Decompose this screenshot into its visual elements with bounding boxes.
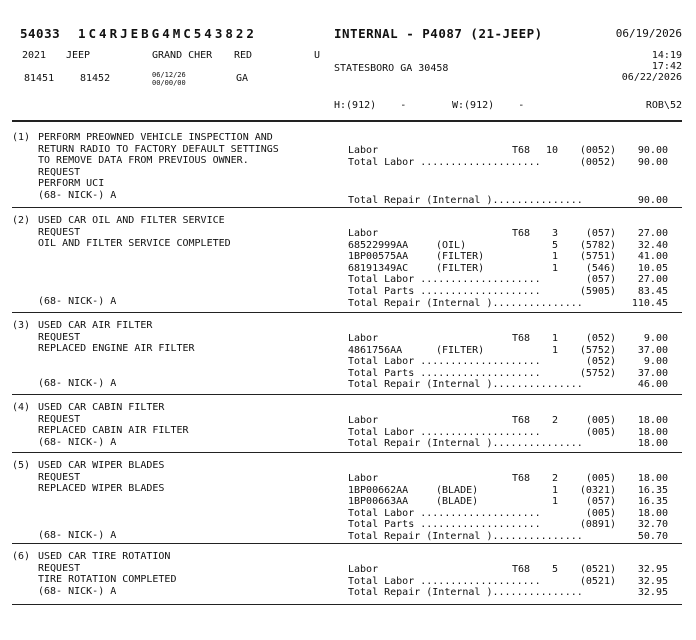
- section-divider: [12, 394, 682, 395]
- code-2: 81452: [80, 73, 111, 84]
- section-description-line: USED CAR WIPER BLADES: [38, 460, 165, 471]
- line-item-amount: 90.00: [637, 145, 668, 156]
- line-item-type: (BLADE): [436, 484, 479, 496]
- line-item-type: (BLADE): [436, 496, 479, 508]
- line-item-qty: 1: [551, 262, 558, 274]
- vehicle-make: JEEP: [66, 50, 91, 61]
- vehicle-model: GRAND CHER: [152, 50, 213, 61]
- line-item-amount: 90.00: [637, 156, 668, 168]
- code-1: 81451: [24, 73, 55, 84]
- section-description-line: REQUEST: [38, 413, 81, 425]
- line-item-amount: 32.95: [637, 575, 668, 587]
- line-item-cost-code: (0052): [579, 145, 616, 156]
- section-divider: [12, 312, 682, 313]
- section-description-line: REQUEST: [38, 562, 81, 574]
- line-item-description: 68522999AA: [348, 239, 409, 251]
- line-item-amount: 18.00: [637, 507, 668, 519]
- line-item-tech-code: T68: [512, 415, 531, 426]
- work-phone: W:(912) -: [452, 100, 525, 111]
- line-item-amount: 32.40: [637, 239, 668, 251]
- line-item-cost-code: (0321): [579, 484, 616, 496]
- line-item-description: Total Repair (Internal )...............: [348, 438, 583, 450]
- line-item-type: (OIL): [436, 239, 467, 251]
- section-description-line: TIRE ROTATION COMPLETED: [38, 574, 177, 586]
- section-number: (2): [12, 215, 31, 226]
- line-item-cost-code: (546): [585, 262, 616, 274]
- vehicle-color: RED: [234, 50, 253, 61]
- line-item-qty: 10: [545, 145, 558, 156]
- line-item-amount: 27.00: [637, 228, 668, 239]
- rob-code: ROB\52: [645, 100, 682, 111]
- line-item-description: Total Parts ....................: [348, 286, 541, 297]
- line-item-description: Total Labor ....................: [348, 575, 541, 587]
- line-item-description: Total Parts ....................: [348, 519, 541, 531]
- line-item-amount: 16.35: [637, 484, 668, 496]
- section-description-line: RETURN RADIO TO FACTORY DEFAULT SETTINGS: [38, 143, 279, 155]
- time-1: 14:19: [651, 50, 682, 61]
- line-item-cost-code: (0891): [579, 519, 616, 531]
- line-item-description: Total Repair (Internal )...............: [348, 531, 583, 542]
- line-item-cost-code: (057): [585, 228, 616, 239]
- section-description-line: (68- NICK-) A: [38, 436, 117, 448]
- line-item-qty: 2: [551, 415, 558, 426]
- line-item-cost-code: (0052): [579, 156, 616, 168]
- line-item-amount: 46.00: [637, 379, 668, 391]
- section-description-line: REPLACED WIPER BLADES: [38, 483, 165, 495]
- section-divider: [12, 452, 682, 453]
- line-item-description: 4861756AA: [348, 344, 403, 356]
- date-small-2: 00/00/00: [152, 79, 186, 87]
- line-item-qty: 3: [551, 228, 558, 239]
- section-divider: [12, 604, 682, 605]
- line-item-amount: 27.00: [637, 274, 668, 286]
- line-item-cost-code: (005): [585, 415, 616, 426]
- line-item-amount: 9.00: [643, 356, 668, 368]
- line-item-cost-code: (0521): [579, 564, 616, 575]
- section-number: (5): [12, 460, 31, 471]
- line-item-description: Labor: [348, 564, 379, 575]
- line-item-amount: 10.05: [637, 262, 668, 274]
- line-item-amount: 9.00: [643, 333, 668, 344]
- line-item-qty: 1: [551, 496, 558, 508]
- line-item-description: 1BP00663AA: [348, 496, 409, 508]
- line-item-qty: 1: [551, 251, 558, 263]
- line-item-description: Total Repair (Internal )...............: [348, 195, 583, 206]
- section-description-line: USED CAR OIL AND FILTER SERVICE: [38, 215, 225, 226]
- ro-number: 54033: [20, 26, 61, 41]
- section-description-line: REQUEST: [38, 471, 81, 483]
- line-item-amount: 83.45: [637, 286, 668, 297]
- line-item-tech-code: T68: [512, 228, 531, 239]
- line-item-cost-code: (052): [585, 356, 616, 368]
- line-item-amount: 37.00: [637, 344, 668, 356]
- vin: 1C4RJEBG4MC543822: [78, 26, 257, 41]
- line-item-description: 1BP00575AA: [348, 251, 409, 263]
- line-item-amount: 18.00: [637, 438, 668, 450]
- date-small-1: 06/12/26: [152, 71, 186, 79]
- line-item-qty: 1: [551, 333, 558, 344]
- line-item-type: (FILTER): [436, 262, 485, 274]
- line-item-description: Labor: [348, 473, 379, 484]
- section-description-line: TO REMOVE DATA FROM PREVIOUS OWNER.: [38, 155, 249, 167]
- line-item-amount: 37.00: [637, 367, 668, 379]
- line-item-cost-code: (5751): [579, 251, 616, 263]
- section-number: (6): [12, 551, 31, 562]
- line-item-amount: 18.00: [637, 473, 668, 484]
- section-number: (4): [12, 402, 31, 413]
- section-divider: [12, 543, 682, 544]
- section-description-line: USED CAR CABIN FILTER: [38, 402, 165, 413]
- state: GA: [236, 73, 249, 84]
- section-description-line: PERFORM UCI: [38, 178, 105, 190]
- section-description-line: USED CAR TIRE ROTATION: [38, 551, 171, 562]
- section-description-line: (68- NICK-) A: [38, 378, 117, 389]
- section-description-line: REPLACED CABIN AIR FILTER: [38, 425, 189, 437]
- document-title: INTERNAL - P4087 (21-JEEP): [334, 26, 543, 41]
- line-item-amount: 32.95: [637, 587, 668, 599]
- section-description-line: (68- NICK-) A: [38, 585, 117, 597]
- line-item-cost-code: (5905): [579, 286, 616, 297]
- vehicle-year: 2021: [22, 50, 47, 61]
- line-item-amount: 18.00: [637, 415, 668, 426]
- line-item-type: (FILTER): [436, 344, 485, 356]
- header-divider: [12, 120, 682, 122]
- section-description-line: PERFORM PREOWNED VEHICLE INSPECTION AND: [38, 132, 273, 143]
- section-description-line: (68- NICK-) A: [38, 190, 117, 201]
- line-item-description: Total Labor ....................: [348, 274, 541, 286]
- line-item-cost-code: (057): [585, 496, 616, 508]
- line-item-cost-code: (5752): [579, 344, 616, 356]
- line-item-amount: 32.70: [637, 519, 668, 531]
- line-item-tech-code: T68: [512, 145, 531, 156]
- section-description-line: (68- NICK-) A: [38, 296, 117, 308]
- line-item-amount: 18.00: [637, 426, 668, 438]
- line-item-description: Labor: [348, 333, 379, 344]
- line-item-description: Total Repair (Internal )...............: [348, 297, 583, 309]
- section-number: (3): [12, 320, 31, 331]
- line-item-amount: 16.35: [637, 496, 668, 508]
- line-item-cost-code: (5752): [579, 367, 616, 379]
- line-item-amount: 41.00: [637, 251, 668, 263]
- line-item-amount: 110.45: [631, 297, 668, 309]
- line-item-amount: 50.70: [637, 531, 668, 542]
- line-item-tech-code: T68: [512, 564, 531, 575]
- line-item-description: Total Parts ....................: [348, 367, 541, 379]
- line-item-cost-code: (052): [585, 333, 616, 344]
- line-item-cost-code: (005): [585, 507, 616, 519]
- section-divider: [12, 207, 682, 208]
- line-item-qty: 5: [551, 564, 558, 575]
- line-item-qty: 2: [551, 473, 558, 484]
- line-item-qty: 1: [551, 484, 558, 496]
- line-item-qty: 1: [551, 344, 558, 356]
- line-item-description: Total Labor ....................: [348, 156, 541, 168]
- line-item-cost-code: (0521): [579, 575, 616, 587]
- line-item-cost-code: (005): [585, 473, 616, 484]
- line-item-amount: 32.95: [637, 564, 668, 575]
- line-item-type: (FILTER): [436, 251, 485, 263]
- section-description-line: OIL AND FILTER SERVICE COMPLETED: [38, 238, 231, 250]
- section-description-line: USED CAR AIR FILTER: [38, 320, 153, 331]
- line-item-tech-code: T68: [512, 473, 531, 484]
- vehicle-flag: U: [314, 50, 321, 61]
- line-item-cost-code: (5782): [579, 239, 616, 251]
- section-number: (1): [12, 132, 31, 143]
- line-item-description: 68191349AC: [348, 262, 409, 274]
- line-item-cost-code: (057): [585, 274, 616, 286]
- city-state-zip: STATESBORO GA 30458: [334, 63, 449, 74]
- section-description-line: REPLACED ENGINE AIR FILTER: [38, 343, 195, 355]
- section-description-line: REQUEST: [38, 226, 81, 238]
- line-item-description: Total Labor ....................: [348, 426, 541, 438]
- line-item-description: Total Labor ....................: [348, 507, 541, 519]
- line-item-description: Total Repair (Internal )...............: [348, 587, 583, 599]
- line-item-description: Labor: [348, 145, 379, 156]
- time-2: 17:42: [651, 61, 682, 72]
- section-description-line: REQUEST: [38, 166, 81, 178]
- home-phone: H:(912) -: [334, 100, 407, 111]
- date-bottom: 06/22/2026: [621, 72, 682, 83]
- line-item-description: Total Repair (Internal )...............: [348, 379, 583, 391]
- section-description-line: (68- NICK-) A: [38, 529, 117, 541]
- line-item-description: Labor: [348, 228, 379, 239]
- line-item-cost-code: (005): [585, 426, 616, 438]
- line-item-amount: 90.00: [637, 195, 668, 206]
- line-item-tech-code: T68: [512, 333, 531, 344]
- line-item-description: Total Labor ....................: [348, 356, 541, 368]
- date-top: 06/19/2026: [615, 27, 682, 40]
- line-item-description: 1BP00662AA: [348, 484, 409, 496]
- section-description-line: REQUEST: [38, 331, 81, 343]
- line-item-description: Labor: [348, 415, 379, 426]
- line-item-qty: 5: [551, 239, 558, 251]
